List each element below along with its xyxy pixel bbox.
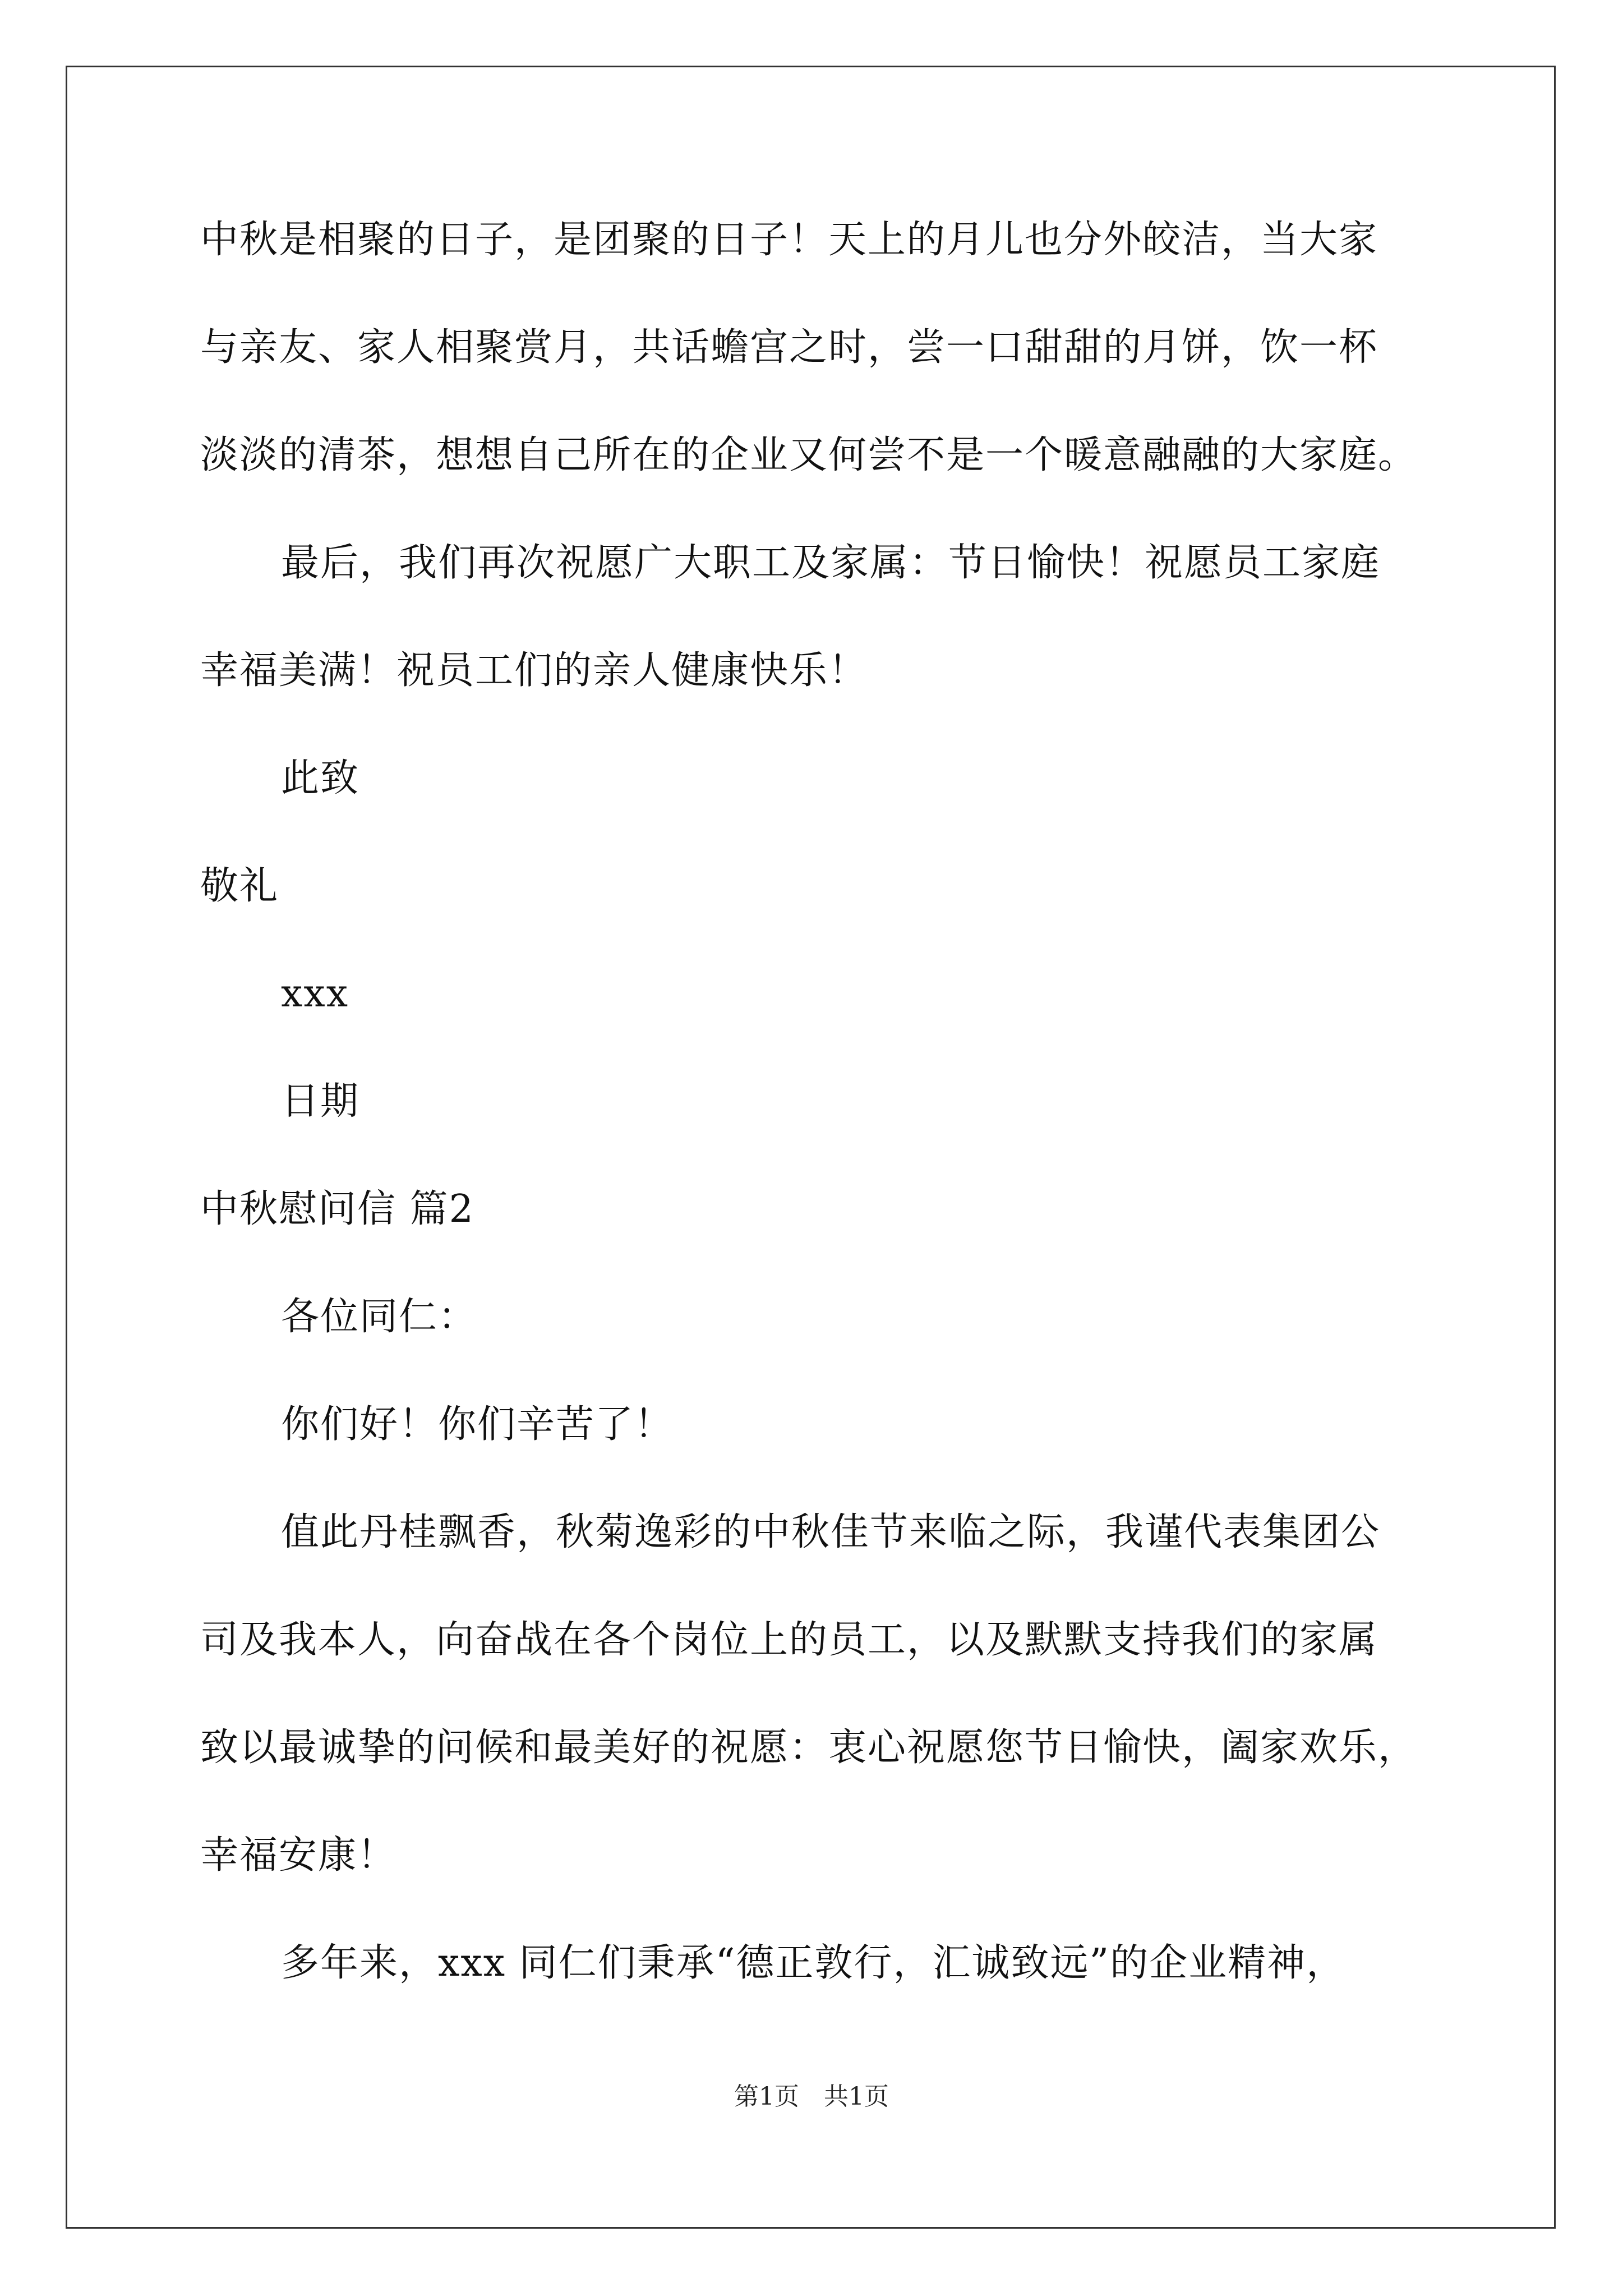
page-footer: 第1页 共1页 bbox=[734, 2082, 889, 2111]
greeting: 各位同仁： bbox=[281, 1295, 478, 1339]
paragraph-line: 值此丹桂飘香，秋菊逸彩的中秋佳节来临之际，我谨代表集团公 bbox=[281, 1510, 1381, 1554]
closing-regards: 敬礼 bbox=[200, 864, 279, 908]
document-body bbox=[200, 213, 1423, 2044]
paragraph-line: 多年来，xxx 同仁们秉承“德正敦行，汇诚致远”的企业精神， bbox=[281, 1941, 1346, 1985]
paragraph-line: 淡淡的清茶，想想自己所在的企业又何尝不是一个暖意融融的大家庭。 bbox=[200, 433, 1418, 477]
section-heading: 中秋慰问信 篇2 bbox=[200, 1187, 474, 1231]
paragraph-line: 幸福安康！ bbox=[200, 1833, 397, 1878]
paragraph-line: 致以最诚挚的问候和最美好的祝愿：衷心祝愿您节日愉快，阖家欢乐， bbox=[200, 1726, 1418, 1770]
paragraph-line: 你们好！你们辛苦了！ bbox=[281, 1402, 674, 1447]
paragraph-line: 司及我本人，向奋战在各个岗位上的员工，以及默默支持我们的家属 bbox=[200, 1618, 1378, 1662]
date-line: 日期 bbox=[281, 1079, 360, 1124]
paragraph-line: 幸福美满！祝员工们的亲人健康快乐！ bbox=[200, 648, 868, 693]
paragraph-line: 最后，我们再次祝愿广大职工及家属：节日愉快！祝愿员工家庭 bbox=[281, 541, 1381, 585]
paragraph-line: 中秋是相聚的日子，是团聚的日子！天上的月儿也分外皎洁，当大家 bbox=[200, 218, 1378, 262]
signature: xxx bbox=[281, 972, 349, 1016]
paragraph-line: 与亲友、家人相聚赏月，共话蟾宫之时，尝一口甜甜的月饼，饮一杯 bbox=[200, 325, 1378, 370]
closing-salutation: 此致 bbox=[281, 756, 360, 800]
